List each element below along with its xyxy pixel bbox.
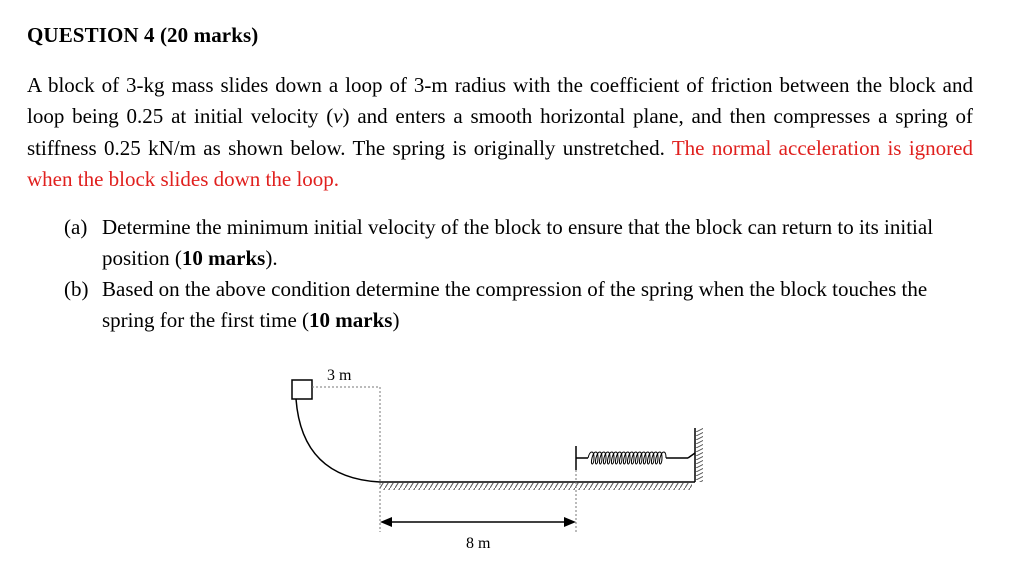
part-b-marks: 10 marks <box>309 308 393 332</box>
intro-text-part2: ) and enters a smooth horizontal plane, and then compresses a spring of stiffness 0.25 kN/m as shown below. The spring is originally unstretched. <box>27 104 973 160</box>
loop-spring-diagram <box>280 360 720 560</box>
part-b-close: ) <box>392 308 400 332</box>
part-a-text <box>102 212 974 274</box>
part-a-label: (a) <box>64 215 88 239</box>
part-a-close: ). <box>265 246 278 270</box>
intro-text-part1: A block of 3-kg mass slides down a loop of 3-m radius with the coefficient of friction between the block and loop being 0.25 at initial velocity ( <box>27 73 973 129</box>
arrowhead-left <box>380 517 392 527</box>
spring-coil <box>588 452 666 464</box>
wall-hatching <box>696 428 703 482</box>
red-note: The normal acceleration is ignored when the block slides down the loop. <box>27 135 973 191</box>
part-a <box>64 212 974 274</box>
velocity-variable: v <box>333 104 343 129</box>
part-b-body: Based on the above condition determine the compression of the spring when the block touches the spring for the first time ( <box>102 277 928 332</box>
ground-hatching <box>380 483 692 490</box>
block <box>292 380 312 399</box>
part-b-text <box>102 274 974 336</box>
distance-label: 8 m <box>466 535 491 552</box>
question-title: QUESTION 4 (20 marks) <box>27 23 259 47</box>
loop-curve <box>296 399 380 482</box>
part-a-marks: 10 marks <box>181 246 266 270</box>
part-b <box>64 274 974 336</box>
radius-label: 3 m <box>327 367 352 384</box>
arrowhead-right <box>564 517 576 527</box>
problem-statement <box>27 70 973 195</box>
spring-wall-joint <box>688 453 695 458</box>
part-a-body: Determine the minimum initial velocity of the block to ensure that the block can return to its initial position ( <box>102 215 934 270</box>
part-b-label: (b) <box>64 277 89 301</box>
